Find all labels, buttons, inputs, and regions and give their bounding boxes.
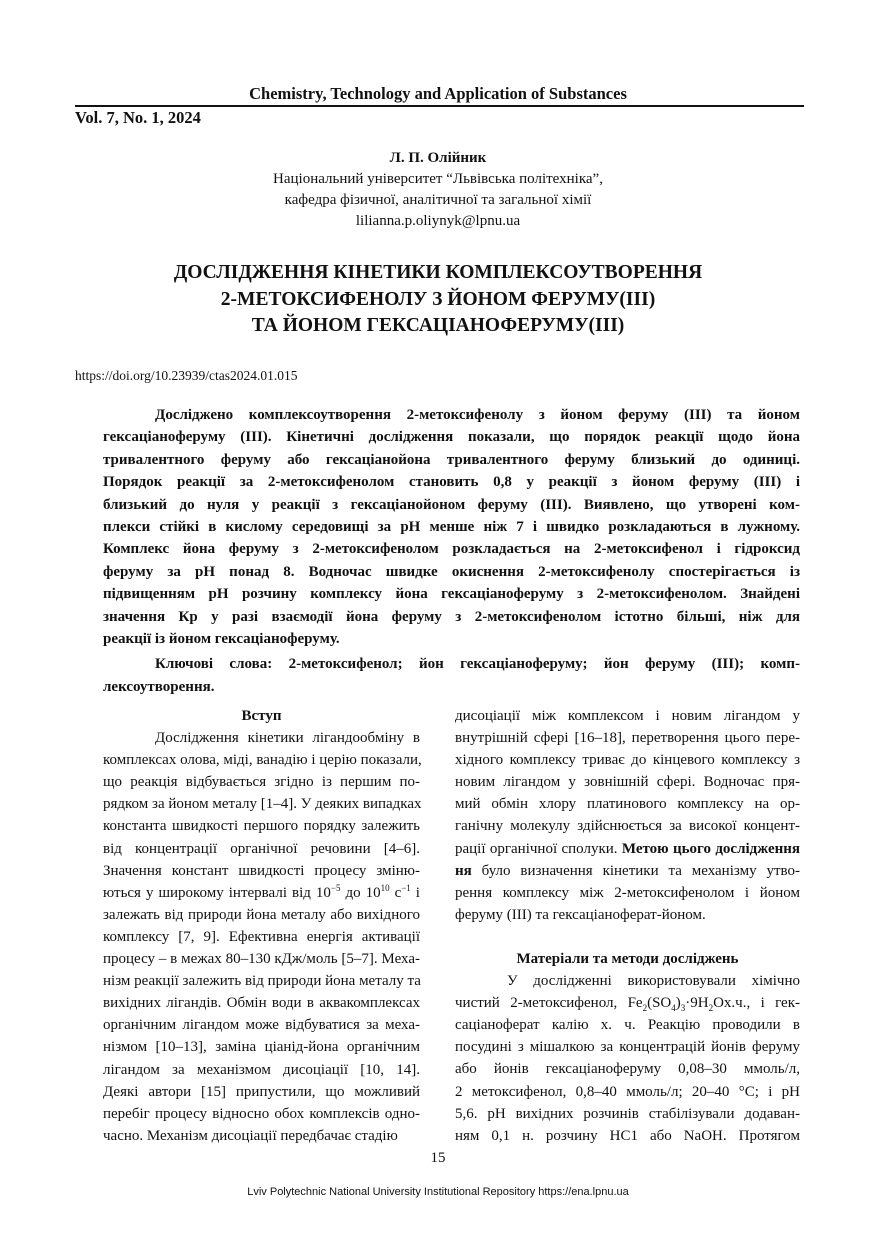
- intro-paragraph-continued: [455, 705, 800, 926]
- subscript: 2: [642, 1003, 648, 1014]
- text-line: органічним лігандом може відбуватися за меха-: [103, 1017, 420, 1034]
- text-line: лексоутворення.: [103, 679, 215, 695]
- bold-text: ня: [455, 862, 472, 879]
- article-title: [0, 260, 876, 340]
- text-segment: чистий 2-метоксифенол, Fe: [455, 995, 643, 1012]
- text-segment: ються у широкому інтервалі від 10: [103, 884, 331, 901]
- author-email[interactable]: lilianna.p.oliynyk@lpnu.ua: [355, 213, 521, 229]
- text-line: тривалентного феруму або гексаціанойона тривалентного феруму близький до одиниці.: [103, 451, 800, 468]
- text-line: саціаноферат калію х. ч. Реакцію проводили в: [455, 1017, 800, 1034]
- text-line: нізмом [10–13], заміна ціанід-йона органічним: [103, 1039, 420, 1056]
- subscript: 4: [671, 1003, 676, 1014]
- text-line: залежать від природи йона металу або вихідного: [103, 906, 420, 923]
- text-line: вихідних лігандів. Обмін води в аквакомплексах: [103, 995, 420, 1012]
- text-line: Значення констант швидкості процесу зміню-: [103, 862, 420, 879]
- text-line: гексаціаноферуму (III). Кінетичні дослідження показали, що порядок реакції щодо йона: [103, 429, 800, 446]
- text-line: комплексах олова, міді, ванадію і церію показали,: [103, 752, 422, 769]
- text-line: лігандом за механізмом дисоціації [10, 14].: [103, 1061, 420, 1078]
- text-line: внутрішній сфері [16–18], перетворення цього пере-: [455, 730, 800, 747]
- text-segment: (SO: [647, 995, 672, 1012]
- methods-paragraph: [455, 970, 800, 1147]
- text-line: або йонів гексаціаноферуму 0,08–30 ммоль/л,: [455, 1061, 800, 1078]
- keywords: [103, 653, 800, 699]
- left-column: [103, 705, 420, 1147]
- subscript: 3: [680, 1003, 686, 1014]
- text-line: Ключові слова: 2-метоксифенол; йон гексаціаноферуму; йон феруму (III); комп-: [155, 656, 800, 672]
- text-line: [455, 992, 800, 1014]
- text-line: константа швидкості першого порядку залежить: [103, 818, 420, 835]
- bold-text: Метою цього дослідження: [621, 840, 800, 857]
- text-segment: було визначення кінетики та механізму утво-: [471, 862, 800, 879]
- supscript: −1: [401, 882, 411, 893]
- author-block: [0, 148, 876, 232]
- text-line: феруму за рН понад 8. Водночас швидке окиснення 2-метоксифенолу спостерігається із: [103, 563, 800, 580]
- text-line: перебіг процесу відносно обох комплексів одно-: [103, 1105, 420, 1122]
- text-line: феруму (III) та гексаціаноферат-йоном.: [455, 906, 706, 923]
- text-segment: Ox.ч., і гек-: [713, 995, 800, 1012]
- text-line: Дослідження кінетики лігандообміну в: [155, 730, 420, 747]
- supscript: −5: [330, 882, 341, 893]
- text-line: плекси стійкі в кислому середовищі за рН менше ніж 7 і швидко розкладаються в лужному.: [103, 519, 800, 536]
- text-line: [455, 838, 800, 860]
- text-line: [103, 882, 420, 904]
- text-segment: с: [389, 884, 402, 901]
- text-line: процесу – в межах 80–130 кДж/моль [5–7]. Меха-: [103, 951, 420, 968]
- text-segment: і: [410, 884, 420, 901]
- title-line: 2-МЕТОКСИФЕНОЛУ З ЙОНОМ ФЕРУМУ(III): [220, 288, 656, 310]
- text-line: близький до нуля у реакції з гексаціанойоном феруму (III). Виявлено, що утворені ком-: [103, 496, 800, 513]
- text-line: часно. Механізм дисоціації передбачає стадію: [103, 1127, 398, 1144]
- text-line: рення комплексу між 2-метоксифенолом і йоном: [455, 884, 800, 901]
- text-line: підвищенням рН розчину комплексу йона гексаціаноферуму з 2-метоксифенолом. Знайдені: [103, 586, 800, 603]
- text-line: Комплекс йона феруму з 2-метоксифенолом розкладається на 2-метоксифенол і гідроксид: [103, 541, 800, 558]
- page-number: 15: [430, 1150, 446, 1166]
- text-line: Деякі автори [15] припустили, що можливий: [103, 1083, 420, 1100]
- header-rule: [75, 105, 804, 107]
- abstract: [103, 404, 800, 650]
- text-line: значення Кр у разі взаємодії йона феруму з 2-метоксифенолом істотно більші, ніж для: [103, 608, 800, 625]
- affiliation: Національний університет “Львівська політехніка”,: [273, 171, 603, 187]
- volume-info: Vol. 7, No. 1, 2024: [75, 108, 201, 127]
- text-line: новим лігандом у зовнішній сфері. Водночас пря-: [455, 774, 800, 791]
- title-line: ДОСЛІДЖЕННЯ КІНЕТИКИ КОМПЛЕКСОУТВОРЕННЯ: [173, 262, 703, 283]
- text-line: реакції із йоном гексаціаноферуму.: [103, 631, 340, 648]
- title-line: ТА ЙОНОМ ГЕКСАЦІАНОФЕРУМУ(III): [251, 315, 625, 336]
- text-segment: рації органічної сполуки.: [455, 840, 622, 857]
- doi-link[interactable]: https://doi.org/10.23939/ctas2024.01.015: [75, 368, 298, 383]
- text-line: рядком за йоном металу [1–4]. У деяких випадках: [103, 796, 422, 813]
- text-line: Порядок реакції за 2-метоксифенолом становить 0,8 у реакції з йоном феруму (III) і: [103, 474, 800, 491]
- text-line: ганічну молекулу здійснюється за високої концент-: [455, 818, 800, 835]
- subscript: 2: [708, 1003, 714, 1014]
- section-heading-intro: Вступ: [241, 708, 282, 724]
- journal-title: Chemistry, Technology and Application of Substances: [249, 84, 627, 103]
- text-line: від концентрації органічної речовини [4–6].: [103, 840, 420, 857]
- text-line: посудині з мішалкою за концентрацій йонів феруму: [455, 1039, 800, 1056]
- text-line: хідного комплексу триває до кінцевого комплексу з: [455, 752, 800, 769]
- supscript: 10: [380, 882, 390, 893]
- text-line: 2 метоксифенол, 0,8–40 ммоль/л; 20–40 °С; і рН: [455, 1083, 800, 1100]
- section-heading-methods: Матеріали та методи досліджень: [516, 950, 739, 967]
- text-line: ням 0,1 н. розчину НС1 або NaOH. Протягом: [455, 1127, 800, 1144]
- department: кафедра фізичної, аналітичної та загальної хімії: [284, 192, 592, 208]
- text-segment: ): [675, 995, 681, 1012]
- text-line: що реакція відбувається згідно із першим по-: [103, 774, 420, 791]
- text-line: У дослідженні використовували хімічно: [507, 973, 800, 990]
- text-line: дисоціації між комплексом і новим лігандом у: [455, 708, 800, 724]
- text-line: 5,6. рН вихідних розчинів стабілізували додаван-: [455, 1105, 800, 1122]
- text-line: нізм реакції залежить від природи йона металу та: [103, 973, 421, 990]
- repository-footer: Lviv Polytechnic National University Institutional Repository https://ena.lpnu.ua: [247, 1186, 629, 1198]
- text-segment: до 10: [340, 884, 381, 901]
- text-line: Досліджено комплексоутворення 2-метоксифенолу з йоном феруму (III) та йоном: [155, 407, 800, 423]
- text-line: мий обмін хлору платинового комплексу на ор-: [455, 796, 800, 813]
- author-name: Л. П. Олійник: [389, 150, 487, 166]
- text-segment: ·9H: [685, 995, 709, 1012]
- text-line: [455, 860, 800, 882]
- intro-paragraph: [103, 727, 420, 1147]
- text-line: комплексу [7, 9]. Ефективна енергія активації: [103, 928, 420, 945]
- right-column: [455, 705, 800, 1147]
